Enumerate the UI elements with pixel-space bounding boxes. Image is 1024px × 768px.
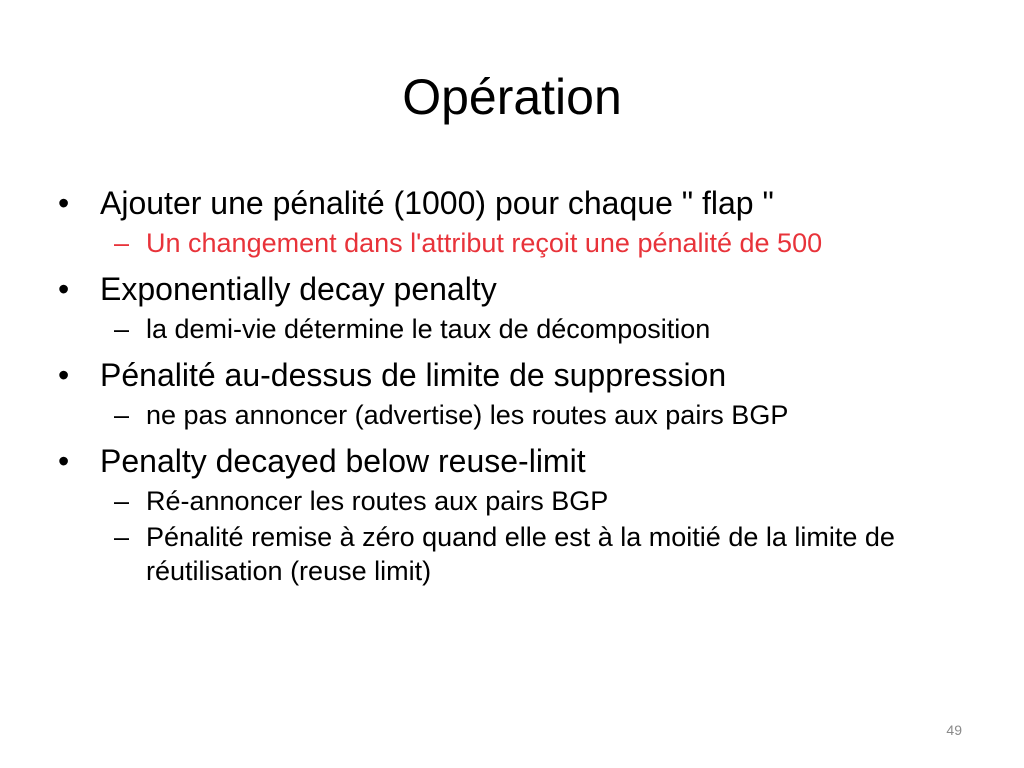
bullet-list: [58, 178, 958, 588]
sub-item-3-1: [58, 398, 958, 432]
bullet-text: Penalty decayed below reuse-limit: [100, 443, 586, 479]
bullet-item-3: [58, 354, 958, 396]
slide-number: 49: [946, 722, 962, 738]
bullet-text: Ajouter une pénalité (1000) pour chaque " flap ": [100, 185, 774, 221]
bullet-marker: •: [58, 443, 70, 479]
sub-item-4-1: [58, 484, 958, 518]
slide-title: Opération: [402, 69, 622, 125]
dash-marker: –: [114, 228, 130, 258]
sub-item-1-1: [58, 226, 958, 260]
bullet-item-2: [58, 268, 958, 310]
bullet-marker: •: [58, 185, 70, 221]
bullet-text: Pénalité au-dessus de limite de suppression: [100, 357, 727, 393]
dash-marker: –: [114, 486, 130, 516]
bullet-item-4: [58, 440, 958, 482]
sub-item-text: Pénalité remise à zéro quand elle est à la moitié de la limite de réutilisation (reuse limit): [146, 522, 895, 586]
sub-item-text: Ré-annoncer les routes aux pairs BGP: [146, 486, 609, 516]
bullet-marker: •: [58, 271, 70, 307]
sub-item-4-2: [58, 520, 958, 588]
dash-marker: –: [114, 400, 130, 430]
sub-item-text: la demi-vie détermine le taux de décomposition: [146, 314, 711, 344]
bullet-item-1: [58, 182, 958, 224]
bullet-text: Exponentially decay penalty: [100, 271, 497, 307]
sub-item-2-1: [58, 312, 958, 346]
sub-item-text: ne pas annoncer (advertise) les routes aux pairs BGP: [146, 400, 789, 430]
bullet-marker: •: [58, 357, 70, 393]
dash-marker: –: [114, 314, 130, 344]
sub-item-text: Un changement dans l'attribut reçoit une pénalité de 500: [146, 228, 823, 258]
dash-marker: –: [114, 522, 130, 552]
